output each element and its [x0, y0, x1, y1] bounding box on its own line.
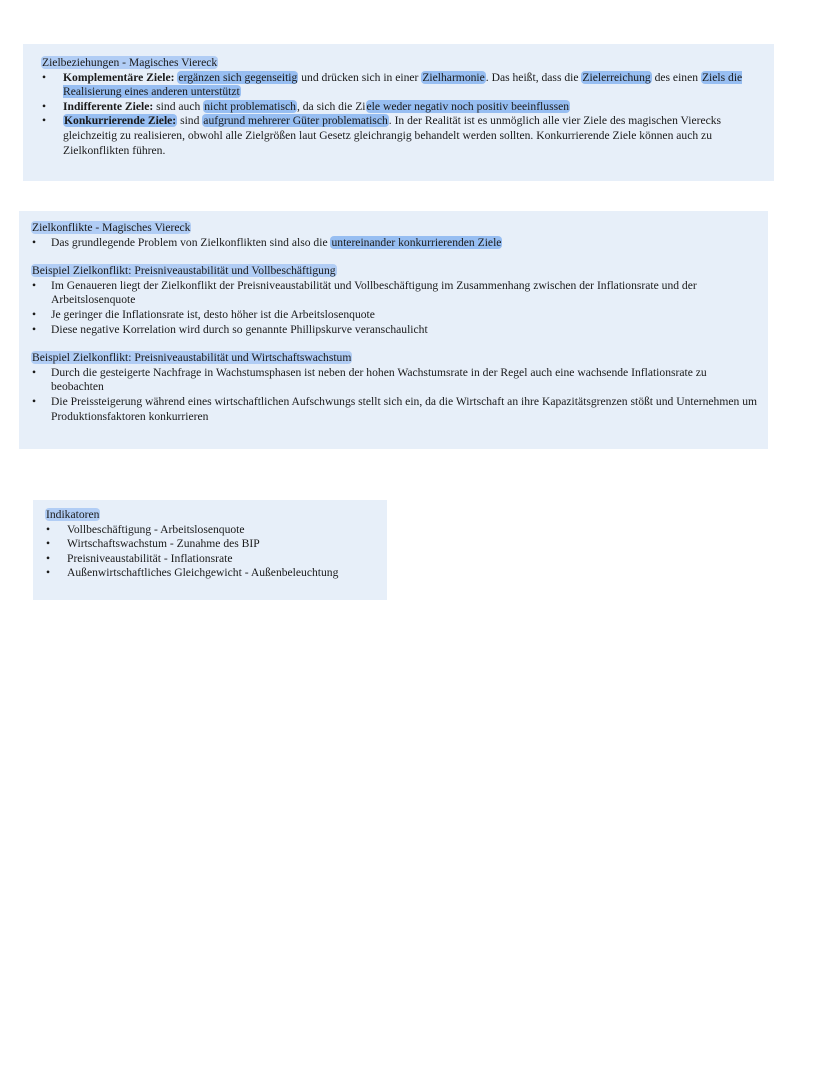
text-span: , da sich die Zi	[296, 99, 366, 113]
list-item-indifferent	[41, 100, 764, 115]
highlight: ele weder negativ noch positiv beeinflussen	[366, 99, 570, 113]
list-item: • Im Genaueren liegt der Zielkonflikt der Preisniveaustabilität und Vollbeschäftigung im Zusammenhang zwischen der Inflationsrate und der Arbeitslosenquote	[31, 279, 758, 308]
title-highlight: Beispiel Zielkonflikt: Preisniveaustabilität und Wirtschaftswachstum	[32, 351, 352, 365]
title-highlight: Zielbeziehungen - Magisches Viereck	[42, 56, 218, 69]
highlight: untereinander konkurrierenden Ziele	[331, 235, 502, 249]
text-span: Das grundlegende Problem von Zielkonflikten sind also die	[51, 235, 331, 249]
list-item: • Wirtschaftswachstum - Zunahme des BIP	[45, 537, 377, 552]
highlight: aufgrund mehrerer Güter problematisch	[203, 114, 388, 128]
text-span: . In der Realität ist es unmöglich alle vier Ziele des magischen Vierecks gleichzeitig zu realisieren, obwohl alle Zielgrößen laut Gesetz gleichrangig behandelt werden sollten. Konkurrierende Ziele können auch zu Zielkonflikten führen.	[63, 114, 722, 157]
list-item: • Je geringer die Inflationsrate ist, desto höher ist die Arbeitslosenquote	[31, 308, 758, 323]
list-item: • Diese negative Korrelation wird durch so genannte Phillipskurve veranschaulicht	[31, 323, 758, 338]
list-item: • Durch die gesteigerte Nachfrage in Wachstumsphasen ist neben der hohen Wachstumsrate in der Regel auch eine wachsende Inflationsrate zu beobachten	[31, 366, 758, 395]
text-span: sind	[177, 114, 203, 128]
list-item: • Preisniveaustabilität - Inflationsrate	[45, 552, 377, 567]
indikatoren-list	[45, 523, 377, 581]
text-span: sind auch	[153, 99, 204, 113]
list-item: • Die Preissteigerung während eines wirtschaftlichen Aufschwungs stellt sich ein, da die Wirtschaft an ihre Kapazitätsgrenzen stößt und Unternehmen um Produktionsfaktoren konkurrieren	[31, 395, 758, 424]
zielbeziehungen-section	[23, 44, 774, 181]
zielkonflikte-section	[19, 211, 768, 449]
beispiel1-list	[31, 279, 758, 337]
highlight: Ziels die Realisierung eines anderen unterstützt	[63, 70, 743, 99]
list-item	[31, 236, 758, 251]
list-item-komplementaer	[41, 71, 764, 100]
highlight: nicht problematisch	[204, 99, 296, 113]
indikatoren-title	[45, 508, 377, 523]
zielbeziehungen-title	[41, 56, 764, 71]
term-label: Komplementäre Ziele:	[63, 70, 175, 84]
beispiel2-title	[31, 351, 758, 366]
zielbeziehungen-list	[41, 71, 764, 159]
term-label: Konkurrierende Ziele:	[64, 114, 177, 128]
title-highlight: Indikatoren	[46, 508, 100, 521]
title-highlight: Beispiel Zielkonflikt: Preisniveaustabilität und Vollbeschäftigung	[32, 264, 336, 278]
text-span: . Das heißt, dass die	[485, 70, 582, 84]
list-item: • Vollbeschäftigung - Arbeitslosenquote	[45, 523, 377, 538]
beispiel1-title	[31, 264, 758, 279]
highlight: Zielerreichung	[582, 70, 651, 84]
list-item-konkurrierend	[41, 114, 764, 158]
title-highlight: Zielkonflikte - Magisches Viereck	[32, 221, 191, 234]
highlight: ergänzen sich gegenseitig	[178, 70, 298, 84]
text-span: und drücken sich in einer	[298, 70, 422, 84]
indikatoren-section	[33, 500, 387, 600]
text-span: des einen	[651, 70, 701, 84]
highlight: Zielharmonie	[422, 70, 485, 84]
term-label: Indifferente Ziele:	[63, 99, 154, 113]
zielkonflikte-intro-list	[31, 236, 758, 251]
zielkonflikte-title	[31, 221, 758, 236]
beispiel2-list	[31, 366, 758, 424]
list-item: • Außenwirtschaftliches Gleichgewicht - Außenbeleuchtung	[45, 566, 377, 581]
